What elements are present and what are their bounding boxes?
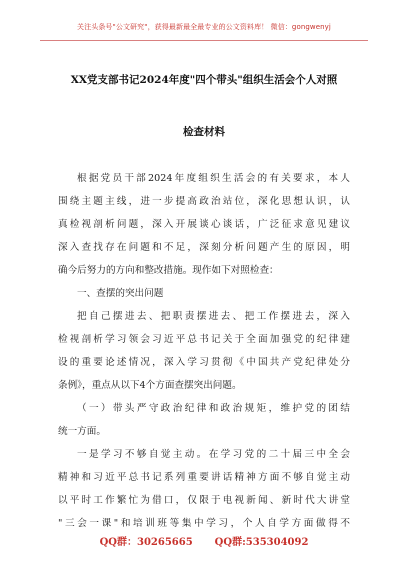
document-title-continued: 检查材料 [183, 126, 225, 138]
body-line: 以平时工作繁忙为借口，仅限于电视新闻、新时代大讲堂 [58, 495, 350, 506]
section-heading: 一、查摆的突出问题 [77, 288, 164, 299]
body-line: "三会一课"和培训班等集中学习，个人自学方面做得不 [58, 518, 350, 529]
body-line: 检视剖析学习领会习近平总书记关于全面加强党的纪律建 [58, 334, 350, 345]
document-title: XX党支部书记2024年度"四个带头"组织生活会个人对照 [70, 74, 338, 86]
body-line: 条例》，重点从以下4个方面查摆突出问题。 [58, 380, 242, 391]
footer-contacts [0, 533, 408, 548]
body-line: 根据党员干部2024年度组织生活会的有关要求，本人 [77, 173, 350, 184]
body-line: 统一方面。 [58, 426, 106, 437]
body-line: 精神和习近平总书记系列重要讲话精神方面不够自觉主动 [58, 472, 350, 483]
header-divider [40, 40, 368, 41]
footer-qq-group-1: QQ群：30265665 [99, 537, 193, 548]
body-line: 一是学习不够自觉主动。在学习党的二十届三中全会 [77, 449, 350, 460]
header-banner: 关注头条号"公文研究"，获得最新最全最专业的公文资料库！ 微信：gongwenyj [77, 23, 331, 31]
body-line: 把自己摆进去、把职责摆进去、把工作摆进去，深入 [77, 311, 350, 322]
footer-qq-group-2: QQ群:535304092 [214, 537, 309, 548]
body-line: 围绕主题主线，进一步提高政治站位，深化思想认识，认 [58, 196, 350, 207]
body-line: 设的重要论述情况，深入学习贯彻《中国共产党纪律处分 [58, 357, 350, 368]
body-line: 真检视剖析问题，深入开展谈心谈话，广泛征求意见建议 [58, 219, 350, 230]
body-line: 深入查找存在问题和不足，深刻分析问题产生的原因，明 [58, 242, 350, 253]
subsection-heading: （一）带头严守政治纪律和政治规矩，维护党的团结 [77, 403, 350, 414]
body-line: 确今后努力的方向和整改措施。现作如下对照检查： [58, 265, 279, 276]
